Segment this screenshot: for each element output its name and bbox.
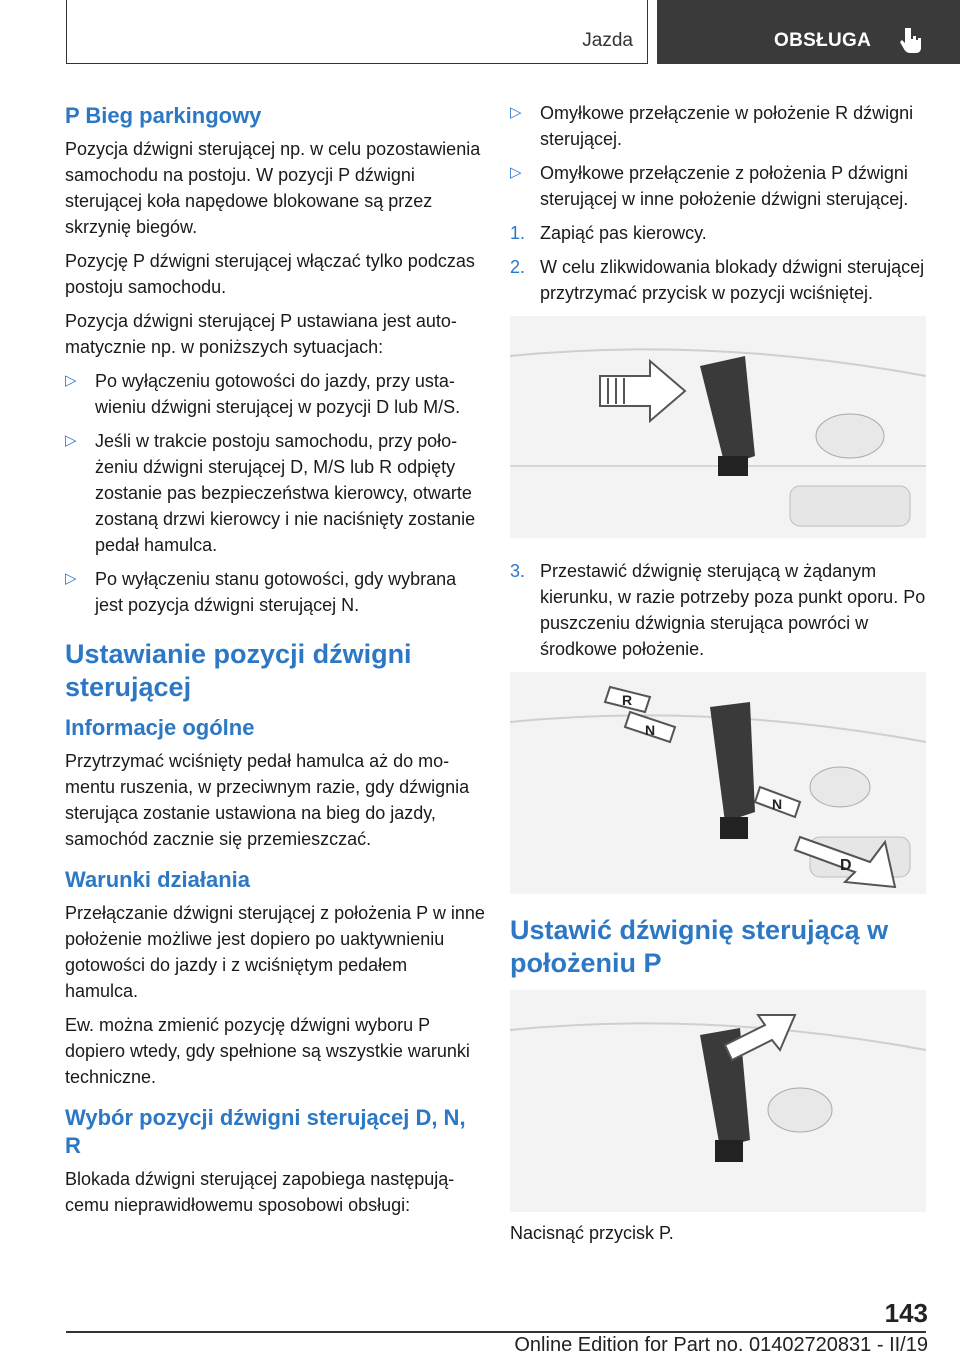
- header-box: [66, 0, 648, 64]
- paragraph: Pozycję P dźwigni sterującej włączać tylko podczas postoju samochodu.: [65, 251, 475, 297]
- heading-general: Informacje ogólne: [65, 715, 255, 740]
- footer-edition: Online Edition for Part no. 01402720831 - II/19: [514, 1334, 928, 1356]
- heading-select: Wybór pozycji dźwigni sterującej D, N, R: [65, 1105, 466, 1158]
- list-item: ▷ Po wyłączeniu gotowości do jazdy, przy ustawieniu dźwigni sterującej w pozycji D lub M/S.: [65, 368, 485, 420]
- bullet-list: [510, 100, 930, 212]
- triangle-bullet-icon: ▷: [65, 432, 77, 449]
- heading-set-p: Ustawić dźwignię sterującą w położeniu P: [510, 915, 889, 978]
- label-n-bottom: N: [772, 796, 783, 812]
- list-item: ▷ Po wyłączeniu stanu gotowości, gdy wybrana jest pozycja dźwigni sterującej N.: [65, 566, 485, 618]
- gear-shift-directions-illustration: [510, 672, 926, 894]
- footer-divider: [66, 1331, 926, 1333]
- paragraph: Przełączanie dźwigni sterującej z położenia P w inne położenie możliwe jest dopiero po uaktywnieniu gotowości do jazdy i z wciśniętym pedałem hamulca.: [65, 903, 485, 1001]
- gear-lever-illustration: [510, 316, 926, 538]
- paragraph: Przytrzymać wciśnięty pedał hamulca aż do momentu ruszenia, w przeciwnym razie, gdy dźwignia sterująca zostanie ustawiona na bieg do jazdy, samochód zacznie się przemieszczać.: [65, 751, 470, 849]
- page-number: 143: [884, 1298, 928, 1328]
- figure-caption: Nacisnąć przycisk P.: [510, 1223, 674, 1243]
- hand-pointing-icon: [897, 26, 925, 54]
- paragraph: Blokada dźwigni sterującej zapobiega następującemu nieprawidłowemu sposobowi obsługi:: [65, 1169, 455, 1215]
- list-item: ▷ Jeśli w trakcie postoju samochodu, przy położeniu dźwigni sterującej D, M/S lub R odpięty zostanie pas bezpieczeństwa kierowcy, otwarte zostaną drzwi kierowcy i nie naciśnięty zostanie pedał hamulca.: [65, 428, 485, 558]
- list-item: ▷ Omyłkowe przełączenie z położenia P dźwigni sterującej w inne położenie dźwigni sterującej.: [510, 160, 930, 212]
- step-item: 1. Zapiąć pas kierowcy.: [510, 223, 707, 243]
- left-column: [65, 100, 485, 1226]
- bullet-list: [65, 368, 485, 618]
- right-column: [510, 100, 930, 1246]
- paragraph: Pozycja dźwigni sterującej P ustawiana jest automatycznie np. w poniższych sytuacjach:: [65, 311, 457, 357]
- paragraph: Pozycja dźwigni sterującej np. w celu pozostawienia samochodu na postoju. W pozycji P dźwigni sterującej koła napędowe blokowane są przez skrzynię biegów.: [65, 139, 481, 237]
- step-item: 2. W celu zlikwidowania blokady dźwigni sterującej przytrzymać przycisk w pozycji wciśniętej.: [510, 257, 925, 303]
- label-d: D: [840, 857, 852, 874]
- heading-parking: P Bieg parkingowy: [65, 103, 262, 128]
- section-title: Jazda: [582, 30, 633, 51]
- paragraph: Ew. można zmienić pozycję dźwigni wyboru P dopiero wtedy, gdy spełnione są wszystkie warunki techniczne.: [65, 1015, 470, 1087]
- step-list: [510, 558, 930, 662]
- chapter-tab-label: OBSŁUGA: [774, 30, 872, 51]
- list-item: ▷ Omyłkowe przełączenie w położenie R dźwigni sterującej.: [510, 100, 930, 152]
- heading-conditions: Warunki działania: [65, 867, 251, 892]
- step-item: 3. Przestawić dźwignię sterującą w żądanym kierunku, w razie potrzeby poza punkt oporu. Po puszczeniu dźwignia sterująca powróci w środkowe położenie.: [510, 561, 926, 659]
- label-r: R: [622, 692, 633, 708]
- triangle-bullet-icon: ▷: [65, 570, 77, 587]
- triangle-bullet-icon: ▷: [510, 104, 522, 121]
- label-n-top: N: [645, 722, 656, 738]
- triangle-bullet-icon: ▷: [510, 164, 522, 181]
- triangle-bullet-icon: ▷: [65, 372, 77, 389]
- step-list: [510, 220, 930, 306]
- press-p-illustration: [510, 990, 926, 1212]
- chapter-tab[interactable]: [657, 0, 960, 64]
- heading-setting: Ustawianie pozycji dźwigni sterującej: [65, 639, 412, 702]
